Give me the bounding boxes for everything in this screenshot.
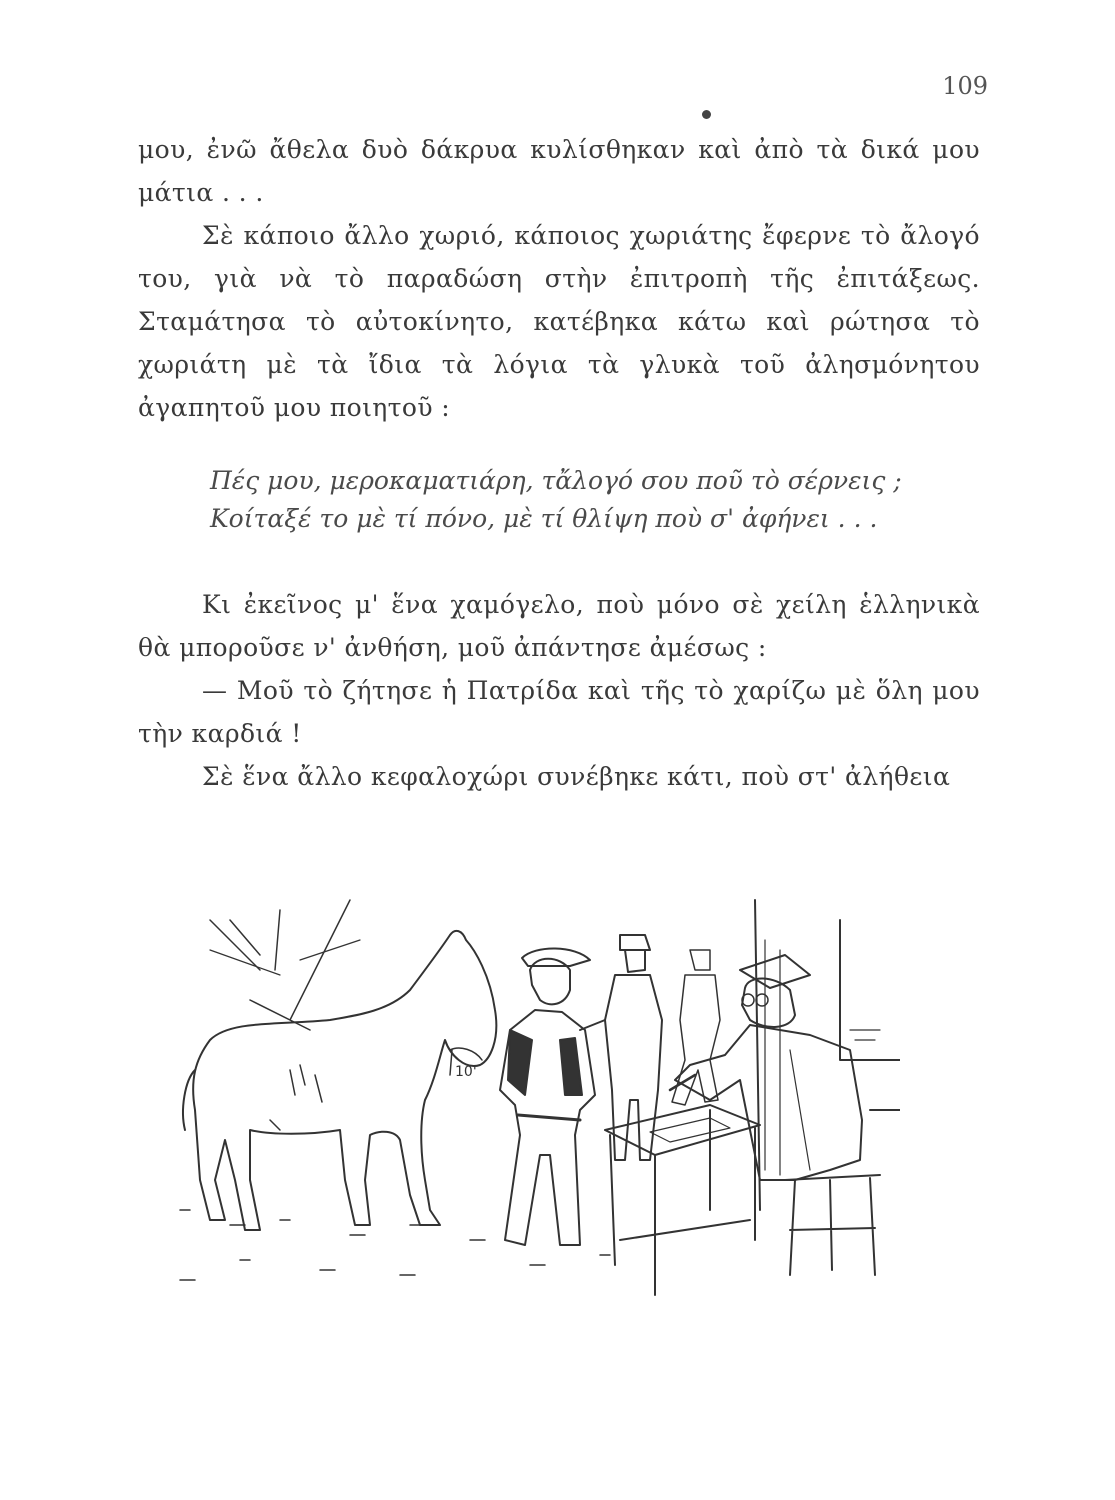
illustration-horse-requisition <box>150 880 900 1330</box>
soldier-standing <box>605 935 662 1160</box>
verse-line-2: Κοίταξέ το μὲ τί πόνο, μὲ τί θλίψη ποὺ σ' ἀφήνει . . . <box>210 504 878 533</box>
paragraph-3: Κι ἐκεῖνος μ' ἕνα χαμόγελο, ποὺ μόνο σὲ χείλη ἑλληνικὰ θὰ μποροῦσε ν' ἀνθήση, μοῦ ἀπάντησε ἀμέσως : <box>138 590 980 662</box>
text-block-top <box>138 128 980 429</box>
text-block-bottom <box>138 583 980 798</box>
paragraph-5: Σὲ ἕνα ἄλλο κεφαλοχώρι συνέβηκε κάτι, ποὺ στ' ἀλήθεια <box>202 762 951 791</box>
ink-dot <box>702 110 711 119</box>
bridle-label: 10' <box>455 1064 477 1080</box>
paragraph-2: Σὲ κάποιο ἄλλο χωριό, κάποιος χωριάτης ἔφερνε τὸ ἄλογό του, γιὰ νὰ τὸ παραδώση στὴν ἐπιτροπὴ τῆς ἐπιτάξεως. Σταμάτησα τὸ αὐτοκίνητο, κατέβηκα κάτω καὶ ρώτησα τὸ χωριάτη μὲ τὰ ἴδια τὰ λόγια τὰ γλυκὰ τοῦ ἀλησμόνητου ἀγαπητοῦ μου ποιητοῦ : <box>138 221 980 422</box>
stool <box>785 1175 880 1275</box>
verse-line-1: Πές μου, μεροκαματιάρη, τἄλογό σου ποῦ τὸ σέρνεις ; <box>210 466 902 495</box>
paragraph-1: μου, ἐνῶ ἄθελα δυὸ δάκρυα κυλίσθηκαν καὶ ἀπὸ τὰ δικά μου μάτια . . . <box>138 135 980 207</box>
horse-outline <box>193 931 496 1230</box>
seated-officer <box>740 955 810 1027</box>
paragraph-4-dialogue: — Μοῦ τὸ ζήτησε ἡ Πατρίδα καὶ τῆς τὸ χαρίζω μὲ ὅλη μου τὴν καρδιά ! <box>138 676 980 748</box>
page-number: 109 <box>942 72 988 100</box>
poem-verse <box>210 462 970 538</box>
